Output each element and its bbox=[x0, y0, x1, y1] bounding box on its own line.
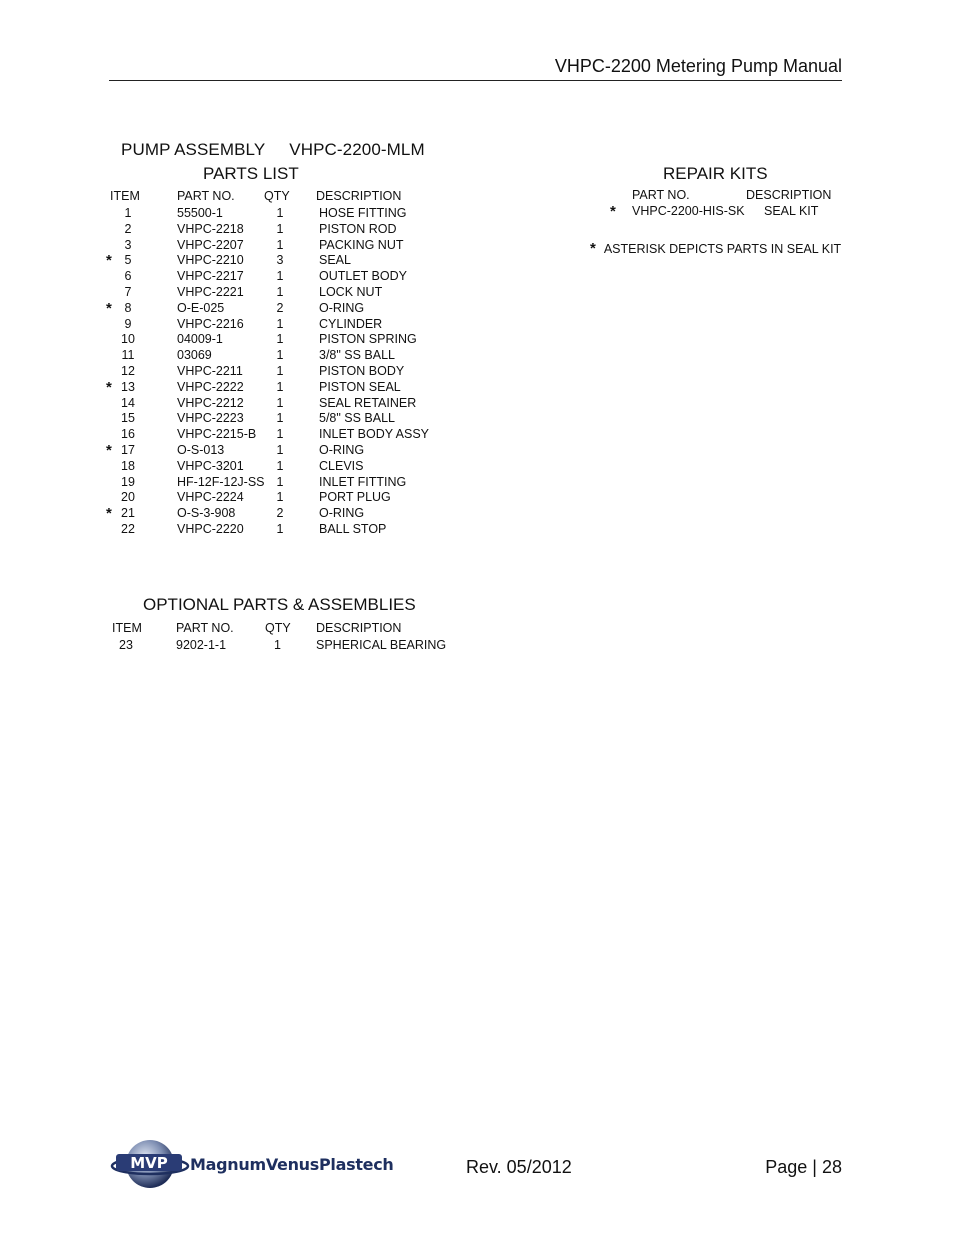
asterisk-note-text: ASTERISK DEPICTS PARTS IN SEAL KIT bbox=[603, 242, 842, 256]
seal-kit-asterisk: * bbox=[106, 252, 112, 270]
quantity: 1 bbox=[276, 284, 284, 299]
column-header-description: DESCRIPTION bbox=[316, 621, 402, 635]
quantity: 1 bbox=[276, 395, 284, 410]
quantity: 1 bbox=[276, 316, 284, 331]
pump-assembly-title: PUMP ASSEMBLY bbox=[121, 140, 266, 159]
quantity: 1 bbox=[276, 442, 284, 457]
part-number: VHPC-2222 bbox=[177, 379, 244, 394]
item-number: 13 bbox=[121, 379, 135, 394]
item-number: 7 bbox=[124, 284, 132, 299]
table-row bbox=[104, 317, 464, 333]
description: PISTON ROD bbox=[319, 221, 397, 236]
quantity: 1 bbox=[276, 490, 284, 505]
table-row bbox=[110, 638, 470, 654]
item-number: 2 bbox=[124, 221, 132, 236]
part-number: VHPC-2218 bbox=[177, 221, 244, 236]
item-number: 15 bbox=[121, 411, 135, 426]
parts-list-header-row bbox=[104, 186, 464, 206]
part-number: VHPC-2223 bbox=[177, 411, 244, 426]
description: BALL STOP bbox=[319, 521, 387, 536]
part-number: VHPC-3201 bbox=[177, 458, 244, 473]
repair-kits-title: REPAIR KITS bbox=[663, 164, 768, 183]
column-header-item: ITEM bbox=[110, 189, 140, 203]
item-number: 23 bbox=[119, 638, 133, 652]
page-number: Page | 28 bbox=[765, 1157, 842, 1177]
table-row bbox=[104, 475, 464, 491]
part-number: VHPC-2200-HIS-SK bbox=[632, 204, 745, 218]
brand-name: MagnumVenusPlastech bbox=[190, 1155, 394, 1174]
table-row bbox=[104, 380, 464, 396]
quantity: 1 bbox=[276, 458, 284, 473]
part-number: 04009-1 bbox=[177, 332, 223, 347]
description: PACKING NUT bbox=[319, 237, 404, 252]
part-number: VHPC-2207 bbox=[177, 237, 244, 252]
table-row bbox=[104, 222, 464, 238]
table-row bbox=[104, 269, 464, 285]
seal-kit-asterisk: * bbox=[106, 378, 112, 396]
repair-header-row bbox=[605, 187, 885, 204]
part-number: O-S-3-908 bbox=[177, 506, 236, 521]
seal-kit-asterisk: * bbox=[106, 505, 112, 523]
table-row bbox=[104, 506, 464, 522]
quantity: 2 bbox=[276, 300, 284, 315]
item-number: 11 bbox=[121, 348, 135, 363]
part-number: VHPC-2212 bbox=[177, 395, 244, 410]
item-number: 17 bbox=[121, 442, 135, 457]
description: OUTLET BODY bbox=[319, 269, 407, 284]
item-number: 19 bbox=[121, 474, 135, 489]
revision-date: Rev. 05/2012 bbox=[466, 1157, 572, 1177]
table-row bbox=[104, 443, 464, 459]
item-number: 6 bbox=[124, 269, 132, 284]
manual-title: VHPC-2200 Metering Pump Manual bbox=[554, 56, 842, 76]
quantity: 2 bbox=[276, 506, 284, 521]
column-header-item: ITEM bbox=[112, 621, 142, 635]
quantity: 1 bbox=[274, 638, 281, 652]
quantity: 1 bbox=[276, 427, 284, 442]
part-number: VHPC-2221 bbox=[177, 284, 244, 299]
table-row bbox=[104, 411, 464, 427]
quantity: 1 bbox=[276, 411, 284, 426]
table-row bbox=[104, 348, 464, 364]
part-number: 55500-1 bbox=[177, 206, 223, 220]
table-row bbox=[605, 204, 885, 220]
description: SEAL RETAINER bbox=[319, 395, 417, 410]
optional-parts-table bbox=[110, 618, 470, 654]
item-number: 16 bbox=[121, 427, 135, 442]
column-header-qty: QTY bbox=[265, 621, 291, 635]
item-number: 12 bbox=[121, 363, 135, 378]
description: INLET BODY ASSY bbox=[319, 427, 430, 442]
column-header-description: DESCRIPTION bbox=[316, 189, 402, 203]
table-row bbox=[104, 332, 464, 348]
asterisk-icon: * bbox=[590, 240, 596, 257]
pump-model: VHPC-2200-MLM bbox=[289, 140, 425, 159]
seal-kit-asterisk: * bbox=[610, 203, 616, 220]
quantity: 1 bbox=[276, 474, 284, 489]
description: PORT PLUG bbox=[319, 490, 391, 505]
description: HOSE FITTING bbox=[319, 206, 407, 220]
parts-list-title: PARTS LIST bbox=[203, 164, 299, 183]
optional-header-row bbox=[110, 618, 470, 638]
part-number: O-E-025 bbox=[177, 300, 225, 315]
pump-assembly-heading bbox=[121, 140, 425, 160]
quantity: 1 bbox=[276, 221, 284, 236]
description: PISTON SPRING bbox=[319, 332, 417, 347]
mvp-globe-icon bbox=[110, 1135, 190, 1193]
company-logo bbox=[110, 1135, 400, 1193]
part-number: O-S-013 bbox=[177, 442, 225, 457]
quantity: 3 bbox=[276, 253, 284, 268]
quantity: 1 bbox=[276, 269, 284, 284]
column-header-description: DESCRIPTION bbox=[746, 188, 832, 202]
table-row bbox=[104, 459, 464, 475]
table-row bbox=[104, 301, 464, 317]
part-number: VHPC-2217 bbox=[177, 269, 244, 284]
part-number: VHPC-2216 bbox=[177, 316, 244, 331]
description: O-RING bbox=[319, 506, 365, 521]
table-row bbox=[104, 490, 464, 506]
quantity: 1 bbox=[276, 206, 284, 220]
table-row bbox=[104, 206, 464, 222]
quantity: 1 bbox=[276, 379, 284, 394]
description: SEAL bbox=[319, 253, 351, 268]
logo-mark-text: MVP bbox=[130, 1154, 168, 1172]
part-number: VHPC-2224 bbox=[177, 490, 244, 505]
description: INLET FITTING bbox=[319, 474, 407, 489]
parts-list-table bbox=[104, 186, 464, 538]
asterisk-note bbox=[590, 240, 841, 257]
quantity: 1 bbox=[276, 332, 284, 347]
column-header-part-no: PART NO. bbox=[632, 188, 690, 202]
item-number: 14 bbox=[121, 395, 135, 410]
table-row bbox=[104, 285, 464, 301]
page-header bbox=[109, 54, 842, 81]
description: PISTON SEAL bbox=[319, 379, 401, 394]
description: O-RING bbox=[319, 300, 365, 315]
item-number: 21 bbox=[121, 506, 135, 521]
quantity: 1 bbox=[276, 521, 284, 536]
table-row bbox=[104, 253, 464, 269]
part-number: VHPC-2211 bbox=[177, 363, 243, 378]
description: PISTON BODY bbox=[319, 363, 405, 378]
optional-parts-title: OPTIONAL PARTS & ASSEMBLIES bbox=[143, 595, 416, 614]
seal-kit-asterisk: * bbox=[106, 299, 112, 317]
description: CYLINDER bbox=[319, 316, 383, 331]
table-row bbox=[104, 427, 464, 443]
item-number: 18 bbox=[121, 458, 135, 473]
repair-kits-table bbox=[605, 187, 885, 220]
seal-kit-asterisk: * bbox=[106, 441, 112, 459]
item-number: 9 bbox=[124, 316, 132, 331]
description: 5/8" SS BALL bbox=[319, 411, 396, 426]
item-number: 10 bbox=[121, 332, 135, 347]
item-number: 5 bbox=[124, 253, 132, 268]
item-number: 3 bbox=[124, 237, 132, 252]
quantity: 1 bbox=[276, 363, 284, 378]
description: SPHERICAL BEARING bbox=[316, 638, 447, 652]
quantity: 1 bbox=[276, 348, 284, 363]
quantity: 1 bbox=[276, 237, 284, 252]
description: CLEVIS bbox=[319, 458, 364, 473]
part-number: VHPC-2215-B bbox=[177, 427, 257, 442]
item-number: 1 bbox=[124, 206, 132, 220]
part-number: VHPC-2210 bbox=[177, 253, 244, 268]
table-row bbox=[104, 238, 464, 254]
table-row bbox=[104, 522, 464, 538]
table-row bbox=[104, 396, 464, 412]
column-header-qty: QTY bbox=[264, 189, 290, 203]
part-number: 9202-1-1 bbox=[176, 638, 227, 652]
description: O-RING bbox=[319, 442, 365, 457]
part-number: 03069 bbox=[177, 348, 212, 363]
part-number: VHPC-2220 bbox=[177, 521, 244, 536]
column-header-part-no: PART NO. bbox=[176, 621, 234, 635]
column-header-part-no: PART NO. bbox=[177, 189, 235, 203]
description: 3/8" SS BALL bbox=[319, 348, 396, 363]
table-row bbox=[104, 364, 464, 380]
item-number: 20 bbox=[121, 490, 135, 505]
item-number: 22 bbox=[121, 521, 135, 536]
part-number: HF-12F-12J-SS bbox=[177, 474, 265, 489]
description: SEAL KIT bbox=[764, 204, 819, 218]
description: LOCK NUT bbox=[319, 284, 383, 299]
item-number: 8 bbox=[124, 300, 132, 315]
